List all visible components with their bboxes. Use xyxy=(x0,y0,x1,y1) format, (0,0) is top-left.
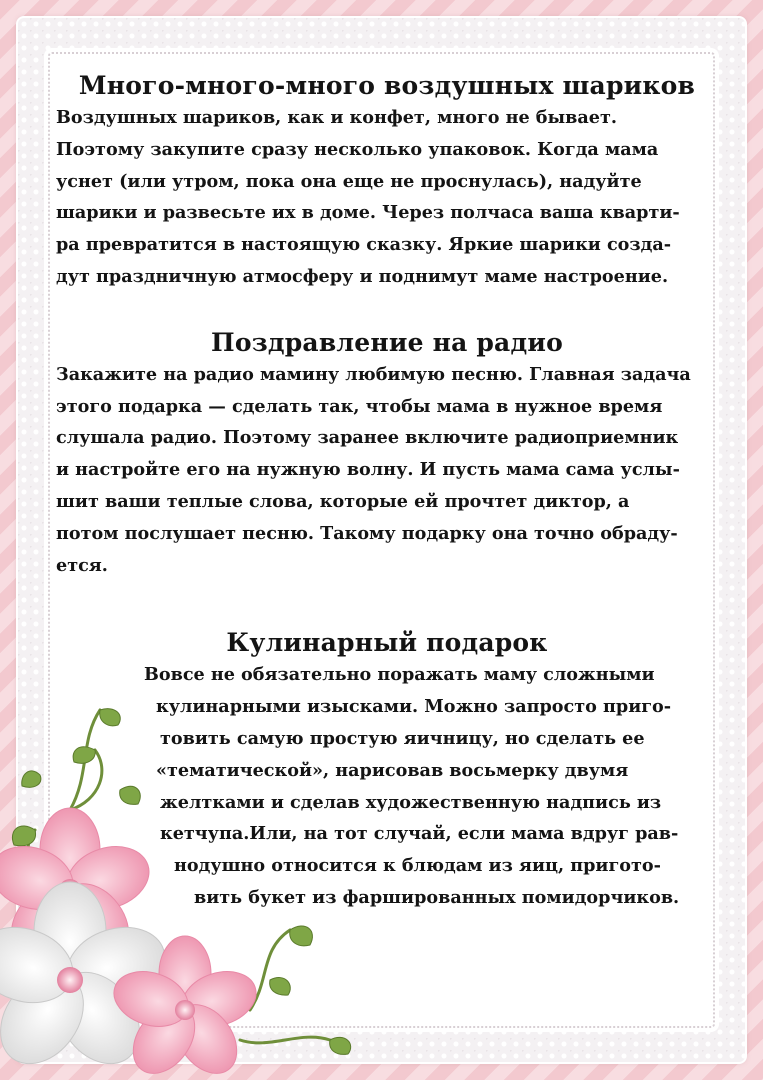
section-paragraph-culinary xyxy=(56,659,718,913)
paragraph-line: этого подарка — сделать так, чтобы мама в нужное время xyxy=(56,395,663,417)
section-title-culinary: Кулинарный подарок xyxy=(226,628,548,658)
paragraph-line: ра превратится в настоящую сказку. Яркие шарики созда- xyxy=(56,234,672,256)
paragraph-line: кетчупа.Или, на тот случай, если мама вдруг рав- xyxy=(160,823,679,845)
paragraph-line: ется. xyxy=(56,554,108,576)
paragraph-line: «тематической», нарисовав восьмерку двумя xyxy=(156,759,629,781)
paragraph-line: вить букет из фаршированных помидорчиков. xyxy=(194,886,680,908)
paragraph-line: Воздушных шариков, как и конфет, много не бывает. xyxy=(56,107,618,128)
paragraph-line: слушала радио. Поэтому заранее включите радиоприемник xyxy=(56,427,679,449)
paragraph-line: Вовсе не обязательно поражать маму сложными xyxy=(144,664,655,686)
paragraph-line: нодушно относится к блюдам из яиц, пригото- xyxy=(174,855,661,877)
content xyxy=(56,60,718,914)
paragraph-line: и настройте его на нужную волну. И пусть мама сама услы- xyxy=(56,459,680,481)
section-title-balloons: Много-много-много воздушных шариков xyxy=(78,71,696,100)
paragraph-line: кулинарными изысками. Можно запросто приго- xyxy=(156,696,672,718)
paragraph-line: потом послушает песню. Такому подарку она точно обраду- xyxy=(56,522,678,544)
paragraph-line: шарики и развесьте их в доме. Через полчаса ваша кварти- xyxy=(56,202,680,224)
section-title-radio: Поздравление на радио xyxy=(211,327,563,357)
paragraph-line: товить самую простую яичницу, но сделать ее xyxy=(160,727,645,749)
paragraph-line: уснет (или утром, пока она еще не проснулась), надуйте xyxy=(56,170,642,192)
paragraph-line: Поэтому закупите сразу несколько упаковок. Когда мама xyxy=(56,138,659,160)
paragraph-line: дут праздничную атмосферу и поднимут маме настроение. xyxy=(56,265,669,287)
section-paragraph-radio xyxy=(56,359,718,582)
section-paragraph-balloons xyxy=(56,102,718,293)
paragraph-line: Закажите на радио мамину любимую песню. Главная задача xyxy=(56,363,691,385)
paragraph-line: желтками и сделав художественную надпись из xyxy=(160,791,662,813)
paragraph-line: шит ваши теплые слова, которые ей прочтет диктор, а xyxy=(56,490,630,512)
